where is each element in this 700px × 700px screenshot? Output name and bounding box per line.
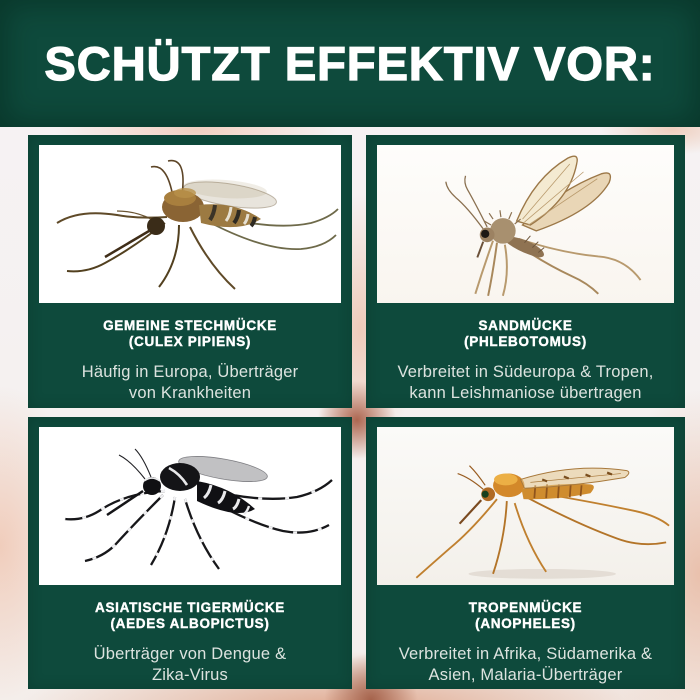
tiger-image-frame <box>39 427 341 585</box>
sandfly-phlebotomus-illustration <box>377 145 674 303</box>
panel-tropenmuecke <box>366 417 685 689</box>
mosquito-name-line1: SANDMÜCKE <box>478 318 573 333</box>
mosquito-name-line1: ASIATISCHE TIGERMÜCKE <box>95 600 285 615</box>
mosquito-desc-line1: Überträger von Dengue & <box>93 645 287 663</box>
panel-culex-pipiens <box>28 135 352 408</box>
mosquito-desc-line1: Häufig in Europa, Überträger <box>81 363 299 381</box>
mosquito-name <box>39 600 341 631</box>
culex-image-frame <box>39 145 341 303</box>
mosquito-description <box>377 644 674 686</box>
mosquito-description <box>377 362 674 404</box>
culex-pipiens-mosquito-photo <box>39 145 341 303</box>
mosquito-name-line1: TROPENMÜCKE <box>468 600 583 615</box>
anopheles-image-frame <box>377 427 674 585</box>
mosquito-name-line2: (ANOPHELES) <box>475 615 576 631</box>
mosquito-desc-line2: kann Leishmaniose übertragen <box>409 384 642 402</box>
mosquito-name <box>377 318 674 349</box>
header <box>0 0 700 127</box>
mosquito-description <box>39 362 341 404</box>
mosquito-desc-line2: von Krankheiten <box>128 384 252 402</box>
anopheles-mosquito-photo <box>377 427 674 585</box>
mosquito-name-line2: (CULEX PIPIENS) <box>128 333 252 349</box>
mosquito-desc-line1: Verbreitet in Südeuropa & Tropen, <box>397 363 654 381</box>
mosquito-name <box>39 318 341 349</box>
panel-sandmuecke <box>366 135 685 408</box>
mosquito-description <box>39 644 341 686</box>
mosquito-desc-line2: Asien, Malaria-Überträger <box>428 666 623 684</box>
mosquito-name-line2: (PHLEBOTOMUS) <box>464 333 587 349</box>
panel-tigermuecke <box>28 417 352 689</box>
mosquito-desc-line2: Zika-Virus <box>152 666 228 684</box>
mosquito-name-line2: (AEDES ALBOPICTUS) <box>110 615 270 631</box>
mosquito-desc-line1: Verbreitet in Afrika, Südamerika & <box>398 645 653 663</box>
asian-tiger-mosquito-photo <box>39 427 341 585</box>
mosquito-name <box>377 600 674 631</box>
mosquito-name-line1: GEMEINE STECHMÜCKE <box>103 318 277 333</box>
page-title: SCHÜTZT EFFEKTIV VOR: <box>44 37 656 90</box>
mosquito-grid <box>28 135 685 689</box>
sandfly-image-frame <box>377 145 674 303</box>
